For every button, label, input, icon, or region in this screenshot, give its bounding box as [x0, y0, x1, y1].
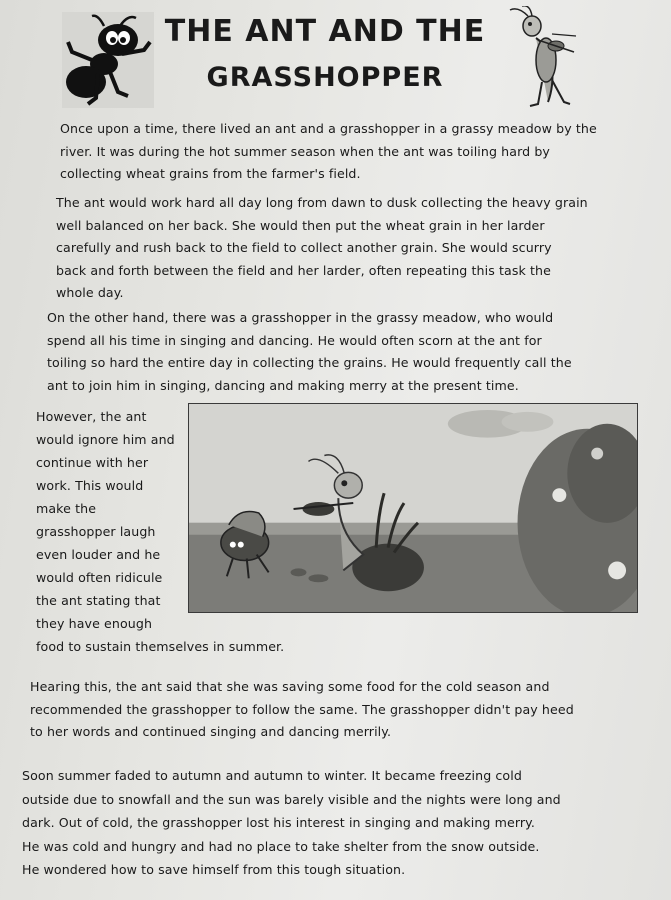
paragraph-3 — [47, 307, 572, 397]
paragraph-line: Once upon a time, there lived an ant and a grasshopper in a grassy meadow by the — [60, 121, 597, 136]
paragraph-line: whole day. — [56, 285, 124, 300]
paragraph-line: dark. Out of cold, the grasshopper lost his interest in singing and making merry. — [22, 815, 536, 830]
paragraph-line: work. This would — [36, 478, 144, 493]
paragraph-line: would often ridicule — [36, 570, 163, 585]
title-line-2: GRASSHOPPER — [206, 62, 444, 93]
paragraph-line: Soon summer faded to autumn and autumn to winter. It became freezing cold — [22, 768, 522, 783]
paragraph-line: He was cold and hungry and had no place to take shelter from the snow outside. — [22, 838, 540, 854]
grasshopper-violin-icon — [508, 6, 580, 110]
paragraph-line: the ant stating that — [36, 593, 161, 608]
paragraph-line: However, the ant — [36, 409, 147, 424]
paragraph-2 — [56, 192, 588, 305]
paragraph-line: make the — [36, 501, 97, 516]
paragraph-line: even louder and he — [36, 547, 161, 562]
paragraph-line: well balanced on her back. She would then put the wheat grain in her larder — [56, 217, 545, 233]
paragraph-line: recommended the grasshopper to follow the same. The grasshopper didn't pay heed — [30, 701, 574, 717]
paragraph-line: back and forth between the field and her larder, often repeating this task the — [56, 262, 551, 278]
paragraph-line: He wondered how to save himself from this tough situation. — [22, 862, 406, 877]
paragraph-line: On the other hand, there was a grasshopper in the grassy meadow, who would — [47, 310, 554, 325]
ant-and-grasshopper-illustration — [188, 403, 638, 613]
paragraph-5 — [30, 676, 574, 744]
paragraph-line: carefully and rush back to the field to collect another grain. She would scurry — [56, 240, 552, 255]
paragraph-line: outside due to snowfall and the sun was barely visible and the nights were long and — [22, 791, 561, 807]
paragraph-6 — [22, 764, 561, 882]
cartoon-ant-icon — [62, 12, 154, 108]
paragraph-line: would ignore him and — [36, 432, 175, 447]
paragraph-line: grasshopper laugh — [36, 524, 156, 539]
paragraph-line: food to sustain themselves in summer. — [36, 639, 285, 654]
paragraph-line: spend all his time in singing and dancing. He would often scorn at the ant for — [47, 332, 542, 348]
paragraph-line: continue with her — [36, 455, 149, 470]
paragraph-line: to her words and continued singing and dancing merrily. — [30, 724, 392, 739]
story-title — [160, 10, 490, 100]
paragraph-line: Hearing this, the ant said that she was saving some food for the cold season and — [30, 679, 550, 694]
paragraph-line: collecting wheat grains from the farmer's field. — [60, 166, 361, 181]
paragraph-line: ant to join him in singing, dancing and making merry at the present time. — [47, 377, 519, 393]
paragraph-1 — [60, 118, 597, 186]
paragraph-line: river. It was during the hot summer season when the ant was toiling hard by — [60, 143, 550, 159]
paragraph-line: toiling so hard the entire day in collecting the grains. He would frequently call the — [47, 355, 572, 370]
paragraph-line: The ant would work hard all day long from dawn to dusk collecting the heavy grain — [56, 195, 588, 210]
title-line-1: THE ANT AND THE — [164, 14, 486, 49]
paragraph-line: they have enough — [36, 616, 153, 631]
